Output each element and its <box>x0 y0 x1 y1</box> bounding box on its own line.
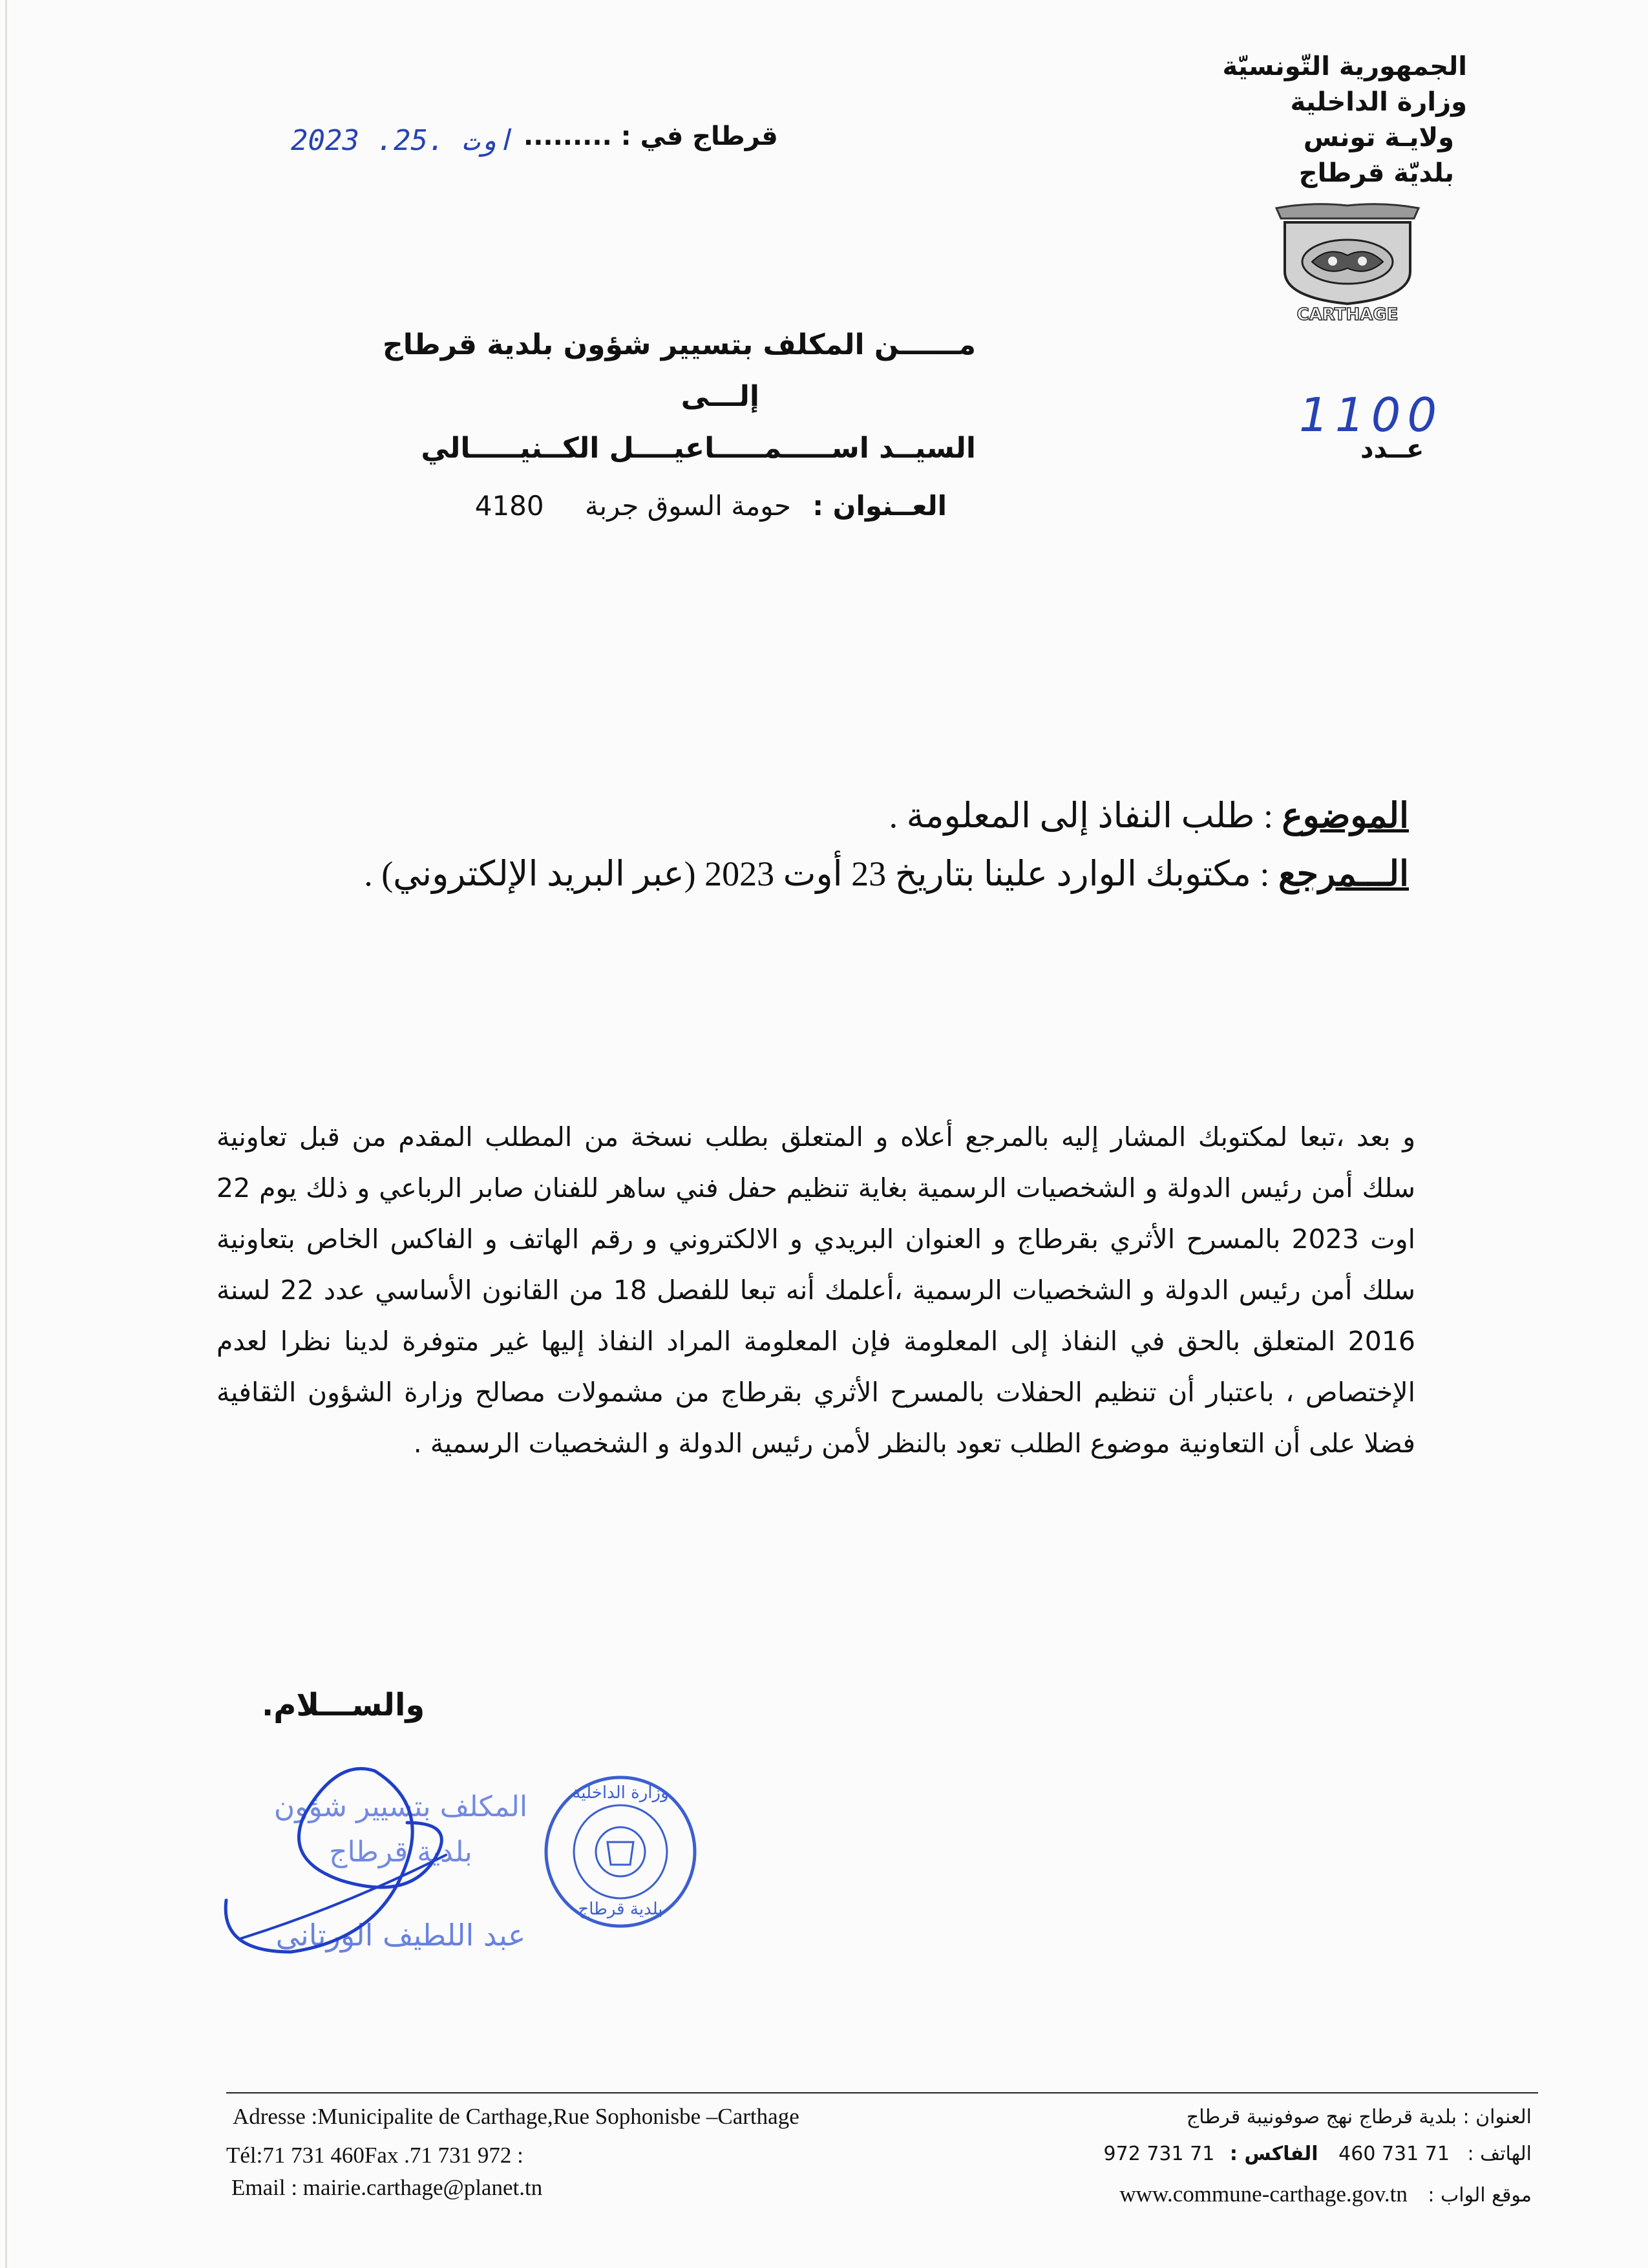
footer-address-fr: Adresse :Municipalite de Carthage,Rue Sophonisbe –Carthage <box>233 2104 799 2129</box>
official-stamp <box>546 1777 695 1926</box>
letter-number-label: عــدد <box>1360 434 1424 464</box>
date-handwritten: 2023 .اوت .25 <box>291 124 514 157</box>
reference-text: : مكتوبك الوارد علينا بتاريخ 23 أوت 2023 (عبر البريد الإلكتروني) . <box>364 854 1270 893</box>
header-governorate: ولايـة تونس <box>1303 123 1454 153</box>
footer-phone-ar-value: 71 731 460 <box>1338 2143 1450 2165</box>
address-label: العــنوان : <box>812 490 947 522</box>
footer-fax-ar-value: 71 731 972 <box>1103 2143 1215 2165</box>
subject-label: الموضوع <box>1282 796 1409 835</box>
footer-phone-fr: Tél:71 731 460Fax .71 731 972 : <box>226 2143 523 2168</box>
footer-phone-ar <box>1104 2143 1532 2165</box>
address-line <box>475 490 947 522</box>
footer-web-link[interactable]: www.commune-carthage.gov.tn <box>1119 2181 1408 2207</box>
reference-label: الـــمرجع <box>1278 854 1409 893</box>
closing-salutation: والســـلام. <box>262 1687 425 1723</box>
signature-block <box>226 1768 527 1953</box>
header-ministry: وزارة الداخلية <box>1290 87 1467 117</box>
page-edge-shadow <box>5 0 7 2268</box>
recipient-line: السيــد اســـــمـــــاعيــــل الكــنيـــــالي <box>421 432 976 465</box>
stamp-outer-text: وزارة الداخلية <box>572 1783 669 1803</box>
stamp-inner-text: بلدية قرطاج <box>578 1900 663 1919</box>
footer-divider <box>226 2092 1538 2093</box>
signature-title-line2: بلدية قرطاج <box>329 1836 472 1869</box>
subject-line <box>889 795 1409 836</box>
header-municipality: بلديّة قرطاج <box>1298 158 1454 188</box>
signature-title-line1: المكلف بتسيير شؤون <box>273 1790 528 1823</box>
footer-email-fr: Email : mairie.carthage@planet.tn <box>231 2175 543 2200</box>
signature-name: عبد اللطيف الورتاني <box>275 1918 526 1953</box>
date-label: قرطاج في : ......... <box>523 122 778 151</box>
header-republic: الجمهورية التّونسيّة <box>1222 52 1467 81</box>
from-line: مــــــن المكلف بتسيير شؤون بلدية قرطاج <box>383 328 976 361</box>
subject-text: : طلب النفاذ إلى المعلومة . <box>889 796 1273 835</box>
reference-line <box>364 853 1409 894</box>
body-paragraph: و بعد ،تبعا لمكتوبك المشار إليه بالمرجع أعلاه و المتعلق بطلب نسخة من المطلب المقدم من قبل تعاونية سلك أمن رئيس الدولة و الشخصيات الرسمية بغاية تنظيم حفل فني ساهر للفنان صابر الرباعي و ذلك يوم 22 اوت 2023 بالمسرح الأثري بقرطاج و العنوان البريدي و الالكتروني و رقم الهاتف و الفاكس الخاص بتعاونية سلك أمن رئيس الدولة و الشخصيات الرسمية ،أعلمك أنه تبعا للفصل 18 من القانون الأساسي عدد 22 لسنة 2016 المتعلق بالحق في النفاذ إلى المعلومة فإن المعلومة المراد النفاذ إليها غير متوفرة لدينا نظرا لعدم الإختصاص ، باعتبار أن تنظيم الحفلات بالمسرح الأثري بقرطاج من مشمولات مصالح وزارة الشؤون الثقافية فضلا على أن التعاونية موضوع الطلب تعود بالنظر لأمن رئيس الدولة و الشخصيات الرسمية . <box>217 1121 1415 1459</box>
footer-fax-ar-label: الفاكس : <box>1229 2143 1318 2165</box>
emblem-label: CARTHAGE <box>1296 305 1399 323</box>
footer-address-ar: العنوان : بلدية قرطاج نهج صوفونيبة قرطاج <box>1186 2106 1532 2128</box>
address-value: حومة السوق جربة <box>584 490 791 522</box>
to-line: إلـــى <box>681 380 759 413</box>
footer-web-ar-label: موقع الواب : <box>1428 2184 1532 2207</box>
letter-number-handwritten: 1100 <box>1299 388 1444 442</box>
carthage-emblem-icon <box>1273 200 1422 323</box>
footer-phone-ar-label: الهاتف : <box>1467 2143 1532 2165</box>
address-postcode: 4180 <box>474 490 544 522</box>
footer-web-ar <box>1119 2181 1532 2207</box>
signature-and-stamp <box>213 1745 730 1978</box>
